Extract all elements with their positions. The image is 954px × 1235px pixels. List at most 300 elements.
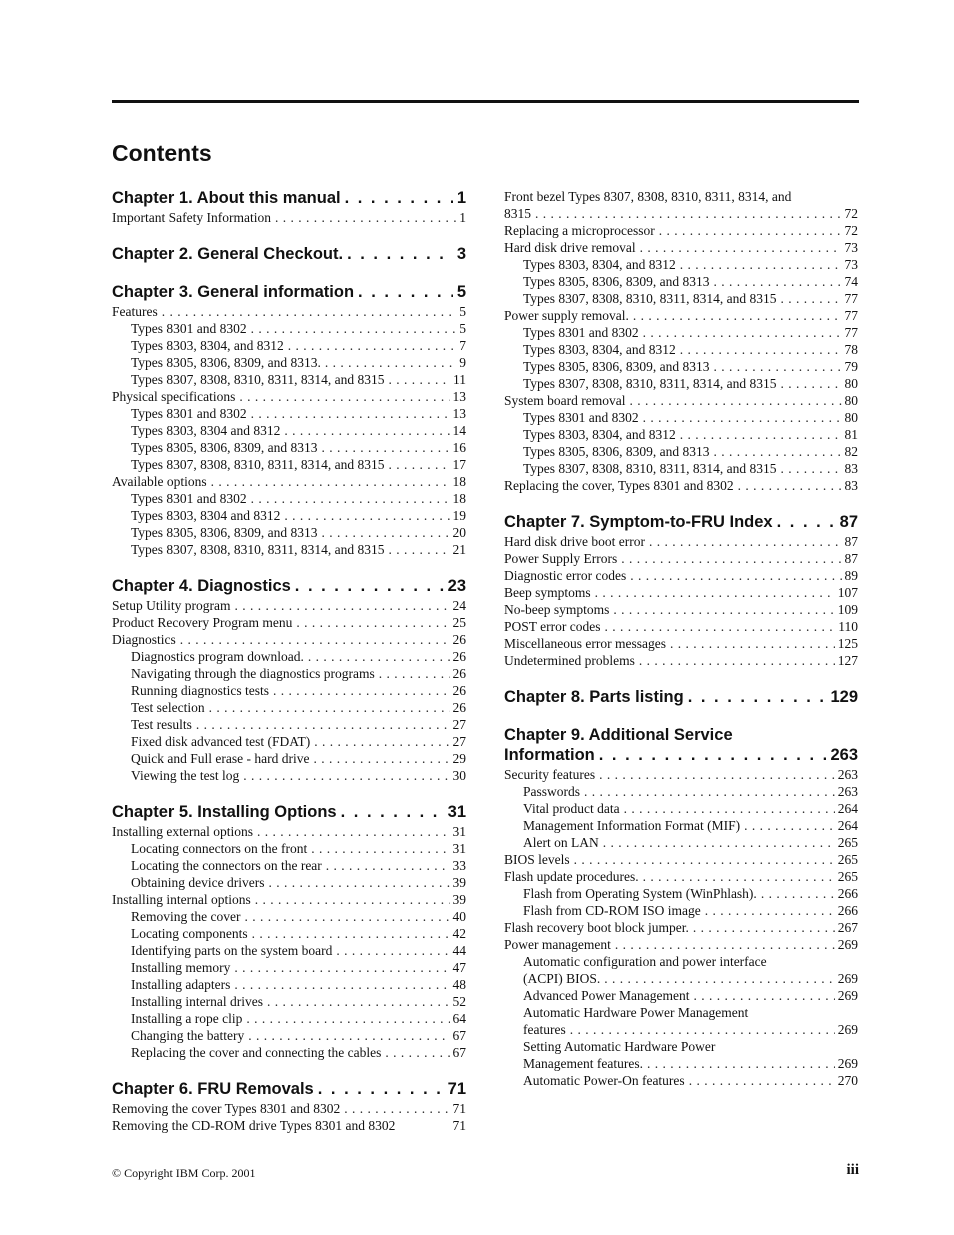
entry-page-number: 21 <box>452 542 466 557</box>
entry-title: Locating components <box>131 926 248 941</box>
dot-leader <box>680 341 842 358</box>
dot-leader <box>688 687 827 707</box>
toc-entry-link[interactable] <box>112 490 466 507</box>
chapter-page-number: 1 <box>456 189 466 207</box>
entry-title: Types 8305, 8306, 8309, and 8313 <box>131 525 318 540</box>
entry-title: Alert on LAN <box>523 835 599 850</box>
entry-page-number: 77 <box>844 308 858 323</box>
entry-title: Undetermined problems <box>504 653 635 668</box>
entry-page-number: 81 <box>844 427 858 442</box>
entry-page-number: 125 <box>837 636 858 651</box>
entry-page-number: 48 <box>452 977 466 992</box>
chapter-title: Chapter 5. Installing Options <box>112 803 337 821</box>
toc-entry-link[interactable] <box>504 800 858 817</box>
toc-entry-link[interactable] <box>504 460 858 477</box>
dot-leader <box>234 976 449 993</box>
dot-leader <box>744 817 835 834</box>
dot-leader <box>693 919 835 936</box>
entry-title: Fixed disk advanced test (FDAT) <box>131 734 311 749</box>
dot-leader <box>714 273 842 290</box>
entry-page-number: 20 <box>452 525 466 540</box>
dot-leader <box>714 358 842 375</box>
toc-entry-link[interactable] <box>112 874 466 891</box>
entry-page-number: 47 <box>452 960 466 975</box>
chapter-page-number: 3 <box>456 245 466 263</box>
toc-entry-link[interactable] <box>112 1010 466 1027</box>
dot-leader <box>318 1079 444 1099</box>
dot-leader <box>209 699 450 716</box>
entry-title: Diagnostics program download. <box>131 649 304 664</box>
entry-page-number: 24 <box>452 598 466 613</box>
header-rule <box>112 100 859 103</box>
dot-leader <box>251 490 450 507</box>
chapter-title: Chapter 6. FRU Removals <box>112 1080 314 1098</box>
toc-entry-link[interactable] <box>112 507 466 524</box>
dot-leader <box>267 993 450 1010</box>
dot-leader <box>389 371 450 388</box>
dot-leader <box>633 307 842 324</box>
entry-title: Identifying parts on the system board <box>131 943 333 958</box>
toc-entry-link[interactable] <box>112 682 466 699</box>
entry-title: Security features <box>504 767 596 782</box>
toc-entry-link[interactable] <box>504 834 858 851</box>
toc-entry-link[interactable] <box>112 891 466 908</box>
dot-leader <box>246 1010 449 1027</box>
toc-entry-link[interactable] <box>112 597 466 614</box>
entry-title: POST error codes <box>504 619 601 634</box>
entry-title: Installing a rope clip <box>131 1011 243 1026</box>
dot-leader <box>296 614 449 631</box>
entry-title: System board removal <box>504 393 626 408</box>
toc-entry-link[interactable] <box>504 307 858 324</box>
toc-entry-link[interactable] <box>112 303 466 320</box>
dot-leader <box>659 222 842 239</box>
entry-page-number: 5 <box>459 321 466 336</box>
dot-leader <box>252 925 450 942</box>
dot-leader <box>251 405 450 422</box>
dot-leader <box>314 733 449 750</box>
chapter-page-number: 31 <box>447 803 466 821</box>
entry-page-number: 39 <box>452 875 466 890</box>
toc-entry-link[interactable] <box>112 993 466 1010</box>
dot-leader <box>295 576 444 596</box>
entry-title: Types 8303, 8304 and 8312 <box>131 423 281 438</box>
entry-title: Installing internal drives <box>131 994 263 1009</box>
entry-page-number: 265 <box>837 869 858 884</box>
entry-page-number: 17 <box>452 457 466 472</box>
dot-leader <box>595 584 835 601</box>
entry-page-number: 30 <box>452 768 466 783</box>
entry-title: Types 8307, 8308, 8310, 8311, 8314, and 8315 <box>131 542 385 557</box>
entry-title: Physical specifications <box>112 389 236 404</box>
toc-chapter-link[interactable] <box>112 802 466 822</box>
dot-leader <box>639 652 835 669</box>
dot-leader <box>322 439 450 456</box>
toc-entry-link[interactable] <box>112 631 466 648</box>
toc-entry-text: Automatic Hardware Power Management <box>523 1005 749 1020</box>
entry-title: Features <box>112 304 158 319</box>
toc-entry-link[interactable] <box>112 337 466 354</box>
entry-page-number: 265 <box>837 835 858 850</box>
entry-title: Types 8307, 8308, 8310, 8311, 8314, and 8315 <box>523 461 777 476</box>
dot-leader <box>643 324 842 341</box>
toc-entry-link[interactable] <box>112 405 466 422</box>
toc-chapter-link[interactable] <box>504 512 858 532</box>
toc-chapter-link[interactable] <box>504 687 858 707</box>
toc-entry-link[interactable] <box>504 936 858 953</box>
entry-page-number: 29 <box>452 751 466 766</box>
dot-leader <box>599 766 835 783</box>
toc-entry-link[interactable] <box>504 868 858 885</box>
chapter-page-number: 263 <box>830 746 858 764</box>
entry-page-number: 26 <box>452 649 466 664</box>
chapter-title: Chapter 7. Symptom-to-FRU Index <box>504 513 773 531</box>
dot-leader <box>162 303 457 320</box>
toc-entry-link[interactable] <box>112 976 466 993</box>
toc-chapter-link[interactable] <box>112 188 466 208</box>
entry-page-number: 77 <box>844 291 858 306</box>
dot-leader <box>604 618 835 635</box>
dot-leader <box>705 902 835 919</box>
entry-title: Running diagnostics tests <box>131 683 269 698</box>
toc-entry-link[interactable] <box>112 857 466 874</box>
entry-page-number: 26 <box>452 666 466 681</box>
entry-title: Beep symptoms <box>504 585 591 600</box>
toc-entry-link[interactable] <box>112 1027 466 1044</box>
toc-entry-link[interactable] <box>112 959 466 976</box>
entry-title: Flash from CD-ROM ISO image <box>523 903 701 918</box>
toc-chapter-link[interactable] <box>112 576 466 596</box>
entry-title: Replacing the cover and connecting the cables <box>131 1045 382 1060</box>
toc-entry-link[interactable] <box>504 222 858 239</box>
toc-entry-link[interactable] <box>504 987 858 1004</box>
toc-entry-link[interactable] <box>112 942 466 959</box>
entry-page-number: 265 <box>837 852 858 867</box>
toc-entry-link[interactable] <box>112 456 466 473</box>
entry-page-number: 87 <box>844 551 858 566</box>
entry-page-number: 26 <box>452 632 466 647</box>
entry-title: Flash update procedures. <box>504 869 639 884</box>
toc-entry-link[interactable] <box>504 426 858 443</box>
dot-leader <box>647 1055 835 1072</box>
entry-title: Passwords <box>523 784 581 799</box>
entry-page-number: 80 <box>844 393 858 408</box>
entry-page-number: 263 <box>837 767 858 782</box>
entry-page-number: 18 <box>452 491 466 506</box>
dot-leader <box>693 987 834 1004</box>
entry-title: Vital product data <box>523 801 620 816</box>
dot-leader <box>257 823 450 840</box>
toc-entry-link[interactable] <box>112 614 466 631</box>
toc-entry-link[interactable] <box>112 1100 466 1117</box>
entry-page-number: 82 <box>844 444 858 459</box>
dot-leader <box>761 885 835 902</box>
toc-entry-link[interactable] <box>112 823 466 840</box>
entry-page-number: 127 <box>837 653 858 668</box>
dot-leader <box>243 767 449 784</box>
entry-title: Flash from Operating System (WinPhlash). <box>523 886 757 901</box>
dot-leader <box>777 512 836 532</box>
entry-title: Diagnostic error codes <box>504 568 627 583</box>
entry-title: Types 8301 and 8302 <box>523 325 639 340</box>
toc-entry-link[interactable] <box>504 443 858 460</box>
entry-page-number: 109 <box>837 602 858 617</box>
toc-entry-link[interactable] <box>504 635 858 652</box>
entry-page-number: 267 <box>837 920 858 935</box>
toc-entry-link[interactable] <box>504 851 858 868</box>
dot-leader <box>180 631 450 648</box>
entry-page-number: 14 <box>452 423 466 438</box>
dot-leader <box>235 597 450 614</box>
toc-entry-link[interactable] <box>504 205 858 222</box>
entry-page-number: 263 <box>837 784 858 799</box>
chapter-title: Chapter 1. About this manual <box>112 189 341 207</box>
toc-entry-link[interactable] <box>504 324 858 341</box>
entry-title: Types 8303, 8304 and 8312 <box>131 508 281 523</box>
dot-leader <box>211 473 450 490</box>
entry-page-number: 72 <box>844 223 858 238</box>
toc-entry-link[interactable] <box>112 371 466 388</box>
dot-leader <box>643 868 835 885</box>
dot-leader <box>629 392 841 409</box>
toc-entry-link[interactable] <box>504 601 858 618</box>
toc-entry-link[interactable] <box>112 422 466 439</box>
dot-leader <box>781 375 842 392</box>
entry-page-number: 27 <box>452 734 466 749</box>
toc-entry-link[interactable] <box>112 439 466 456</box>
toc-entry-link[interactable] <box>112 699 466 716</box>
entry-title: Viewing the test log <box>131 768 240 783</box>
entry-page-number: 269 <box>837 1056 858 1071</box>
entry-page-number: 80 <box>844 376 858 391</box>
toc-entry-link[interactable] <box>504 652 858 669</box>
toc-entry-link[interactable] <box>504 239 858 256</box>
entry-title: Types 8301 and 8302 <box>131 491 247 506</box>
entry-page-number: 264 <box>837 818 858 833</box>
dot-leader <box>615 936 835 953</box>
dot-leader <box>248 1027 449 1044</box>
entry-title: Power Supply Errors <box>504 551 618 566</box>
entry-title: Hard disk drive removal <box>504 240 636 255</box>
dot-leader <box>389 541 450 558</box>
dot-leader <box>251 320 457 337</box>
toc-entry-link[interactable] <box>112 733 466 750</box>
dot-leader <box>670 635 835 652</box>
toc-entry-link[interactable] <box>112 925 466 942</box>
dot-leader <box>624 800 835 817</box>
toc-entry-link[interactable] <box>504 273 858 290</box>
toc-entry-link[interactable] <box>504 477 858 494</box>
dot-leader <box>341 802 444 822</box>
entry-title: Removing the CD-ROM drive Types 8301 and 8302 <box>112 1118 396 1133</box>
dot-leader <box>680 256 842 273</box>
entry-page-number: 33 <box>452 858 466 873</box>
entry-title: Navigating through the diagnostics programs <box>131 666 375 681</box>
toc-entry-link[interactable] <box>112 209 466 226</box>
dot-leader <box>604 970 834 987</box>
chapter-page-number: 23 <box>447 577 466 595</box>
entry-page-number: 67 <box>452 1028 466 1043</box>
toc-chapter-link[interactable] <box>112 244 466 264</box>
entry-title: (ACPI) BIOS. <box>523 971 601 986</box>
entry-title: Flash recovery boot block jumper. <box>504 920 689 935</box>
dot-leader <box>345 188 453 208</box>
entry-page-number: 107 <box>837 585 858 600</box>
dot-leader <box>326 857 450 874</box>
toc-chapter-link[interactable] <box>112 282 466 302</box>
entry-title: Quick and Full erase - hard drive <box>131 751 310 766</box>
toc-entry-link[interactable] <box>504 358 858 375</box>
entry-page-number: 72 <box>844 206 858 221</box>
toc-entry-link[interactable] <box>112 767 466 784</box>
toc-entry-link[interactable] <box>504 256 858 273</box>
entry-page-number: 18 <box>452 474 466 489</box>
entry-title: Types 8303, 8304, and 8312 <box>523 342 676 357</box>
dot-leader <box>313 750 449 767</box>
toc-entry-link[interactable] <box>112 908 466 925</box>
dot-leader <box>255 891 450 908</box>
dot-leader <box>570 1021 835 1038</box>
entry-page-number: 79 <box>844 359 858 374</box>
entry-page-number: 13 <box>452 406 466 421</box>
dot-leader <box>689 1072 835 1089</box>
entry-title: No-beep symptoms <box>504 602 610 617</box>
toc-entry-link[interactable] <box>112 840 466 857</box>
dot-leader <box>344 1100 449 1117</box>
entry-page-number: 83 <box>844 461 858 476</box>
dot-leader <box>308 648 450 665</box>
entry-title: Hard disk drive boot error <box>504 534 645 549</box>
toc-entry-link[interactable] <box>112 1044 466 1061</box>
toc-chapter-link[interactable] <box>112 1079 466 1099</box>
chapter-title: Chapter 8. Parts listing <box>504 688 684 706</box>
toc-entry-link[interactable] <box>504 970 858 987</box>
toc-entry-link[interactable] <box>112 648 466 665</box>
chapter-page-number: 5 <box>456 283 466 301</box>
entry-title: Setup Utility program <box>112 598 231 613</box>
toc-entry-link[interactable] <box>504 919 858 936</box>
toc-entry-link[interactable] <box>504 1055 858 1072</box>
entry-title: Available options <box>112 474 207 489</box>
toc-entry-link[interactable] <box>112 750 466 767</box>
dot-leader <box>574 851 835 868</box>
entry-title: BIOS levels <box>504 852 570 867</box>
entry-page-number: 78 <box>844 342 858 357</box>
dot-leader <box>244 908 449 925</box>
entry-title: Types 8303, 8304, and 8312 <box>523 257 676 272</box>
toc-entry-link[interactable] <box>112 354 466 371</box>
toc-entry-link[interactable] <box>112 473 466 490</box>
entry-page-number: 269 <box>837 1022 858 1037</box>
toc-entry-link[interactable] <box>504 618 858 635</box>
toc-entry-text: Automatic configuration and power interface <box>523 954 767 969</box>
chapter-title-line: Chapter 9. Additional Service <box>504 726 733 744</box>
toc-entry-link[interactable] <box>504 902 858 919</box>
dot-leader <box>234 959 449 976</box>
toc-entry-text: Setting Automatic Hardware Power <box>523 1039 716 1054</box>
toc-entry-link[interactable] <box>112 320 466 337</box>
entry-page-number: 269 <box>837 937 858 952</box>
toc-entry-link[interactable] <box>504 392 858 409</box>
toc-left-column <box>112 188 466 1134</box>
toc-entry-link[interactable] <box>112 665 466 682</box>
dot-leader <box>621 550 841 567</box>
entry-title: Test selection <box>131 700 205 715</box>
toc-entry-link[interactable] <box>504 584 858 601</box>
entry-title: Types 8307, 8308, 8310, 8311, 8314, and 8315 <box>131 372 385 387</box>
toc-chapter-link[interactable] <box>504 745 858 765</box>
entry-page-number: 52 <box>452 994 466 1009</box>
dot-leader <box>311 840 449 857</box>
toc-entry-link[interactable] <box>504 1072 858 1089</box>
dot-leader <box>239 388 449 405</box>
toc-entry-link[interactable] <box>504 533 858 550</box>
entry-title: Installing internal options <box>112 892 251 907</box>
dot-leader <box>603 834 835 851</box>
entry-page-number: 19 <box>452 508 466 523</box>
entry-page-number: 31 <box>452 824 466 839</box>
toc-entry-link[interactable] <box>504 290 858 307</box>
toc-entry-link[interactable] <box>504 885 858 902</box>
toc-entry-link[interactable] <box>504 766 858 783</box>
entry-page-number: 9 <box>459 355 466 370</box>
toc-entry-link[interactable] <box>504 567 858 584</box>
toc-entry-link[interactable] <box>504 1021 858 1038</box>
entry-page-number: 40 <box>452 909 466 924</box>
entry-page-number: 83 <box>844 478 858 493</box>
toc-entry-link[interactable] <box>112 524 466 541</box>
entry-title: Types 8307, 8308, 8310, 8311, 8314, and 8315 <box>523 291 777 306</box>
toc-entry-link[interactable] <box>504 817 858 834</box>
dot-leader <box>714 443 842 460</box>
entry-title: Obtaining device drivers <box>131 875 265 890</box>
entry-page-number: 7 <box>459 338 466 353</box>
chapter-page-number: 129 <box>830 688 858 706</box>
entry-title: Advanced Power Management <box>523 988 690 1003</box>
dot-leader <box>358 282 453 302</box>
dot-leader <box>599 745 827 765</box>
dot-leader <box>385 1044 449 1061</box>
toc-entry-link[interactable] <box>112 541 466 558</box>
dot-leader <box>379 665 450 682</box>
entry-page-number: 67 <box>452 1045 466 1060</box>
entry-title: Locating the connectors on the rear <box>131 858 322 873</box>
entry-title: Diagnostics <box>112 632 176 647</box>
toc-entry-link[interactable] <box>112 1117 466 1134</box>
entry-title: Locating connectors on the front <box>131 841 308 856</box>
dot-leader <box>781 460 842 477</box>
entry-page-number: 26 <box>452 700 466 715</box>
entry-title: Types 8305, 8306, 8309, and 8313 <box>523 359 710 374</box>
toc-entry-link[interactable] <box>504 375 858 392</box>
entry-title: Types 8305, 8306, 8309, and 8313 <box>131 440 318 455</box>
entry-title: Types 8303, 8304, and 8312 <box>131 338 284 353</box>
toc-entry-link[interactable] <box>504 341 858 358</box>
toc-entry-link[interactable] <box>504 550 858 567</box>
toc-entry-link[interactable] <box>504 783 858 800</box>
toc-entry-link[interactable] <box>504 409 858 426</box>
entry-page-number: 270 <box>837 1073 858 1088</box>
entry-page-number: 64 <box>452 1011 466 1026</box>
chapter-title: Chapter 2. General Checkout. <box>112 245 344 263</box>
toc-entry-link[interactable] <box>112 716 466 733</box>
dot-leader <box>584 783 835 800</box>
dot-leader <box>275 209 456 226</box>
entry-page-number: 73 <box>844 240 858 255</box>
copyright-footer: © Copyright IBM Corp. 2001 <box>112 1166 256 1180</box>
entry-title: Test results <box>131 717 192 732</box>
toc-entry-link[interactable] <box>112 388 466 405</box>
